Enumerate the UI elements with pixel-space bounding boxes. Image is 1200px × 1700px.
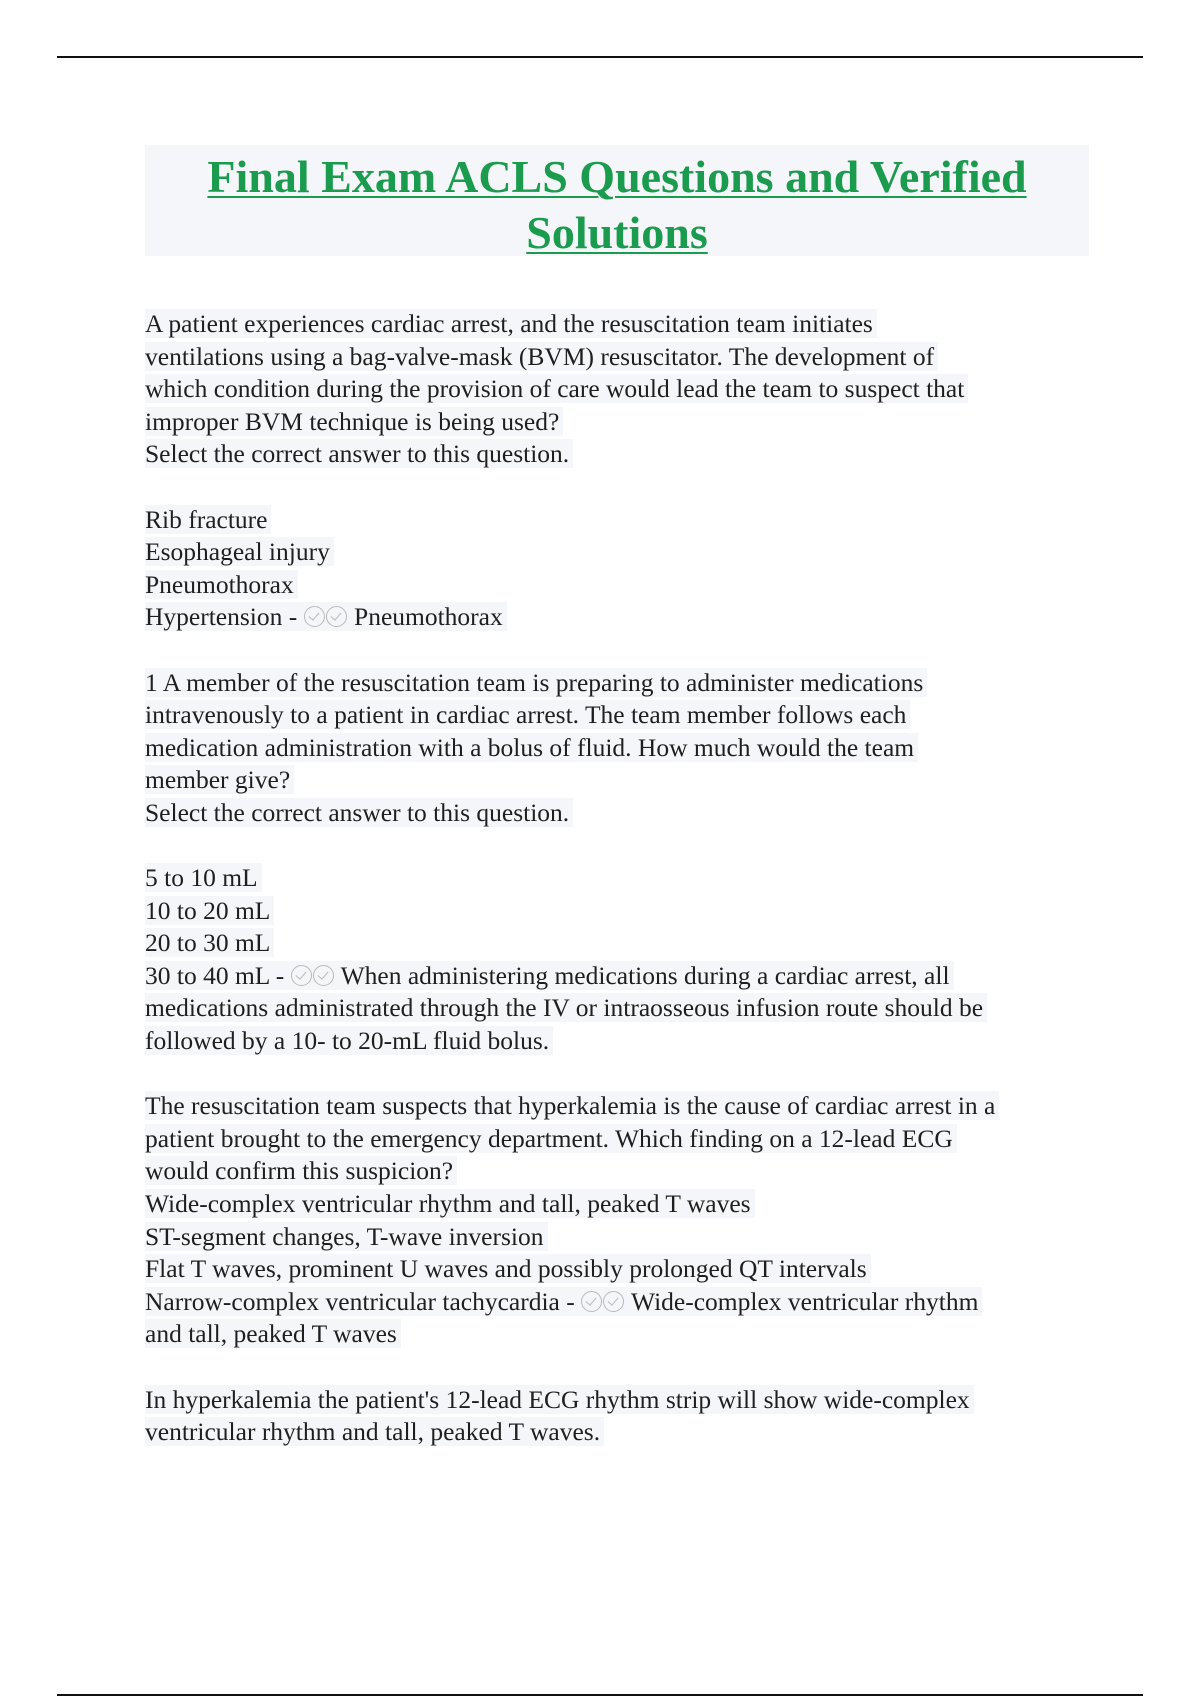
question-3-line: would confirm this suspicion? — [145, 1156, 457, 1185]
question-2 — [145, 667, 1105, 830]
document-title: Final Exam ACLS Questions and Verified Solutions — [207, 151, 1027, 258]
answer-text: Pneumothorax — [354, 602, 503, 632]
question-2-line: member give? — [145, 765, 294, 794]
document-body — [145, 308, 1105, 1481]
question-2-line: 1 A member of the resuscitation team is preparing to administer medications — [145, 668, 927, 697]
question-1-line: ventilations using a bag-valve-mask (BVM) resuscitator. The development of — [145, 342, 938, 371]
question-1-line: improper BVM technique is being used? — [145, 407, 563, 436]
question-3-line: patient brought to the emergency department. Which finding on a 12-lead ECG — [145, 1124, 957, 1153]
check-icon — [313, 965, 334, 986]
option-item: Pneumothorax — [145, 570, 298, 599]
answer-text: medications administrated through the IV or intraosseous infusion route should be — [145, 993, 987, 1022]
question-2-line: medication administration with a bolus of fluid. How much would the team — [145, 733, 918, 762]
check-icon — [304, 606, 325, 627]
question-1-line: A patient experiences cardiac arrest, and the resuscitation team initiates — [145, 309, 877, 338]
option-item: 30 to 40 mL - — [145, 960, 285, 990]
option-item: Esophageal injury — [145, 537, 334, 566]
check-icon — [581, 1291, 602, 1312]
answer-text: and tall, peaked T waves — [145, 1319, 401, 1348]
option-item: Hypertension - — [145, 602, 298, 632]
option-item: Narrow-complex ventricular tachycardia - — [145, 1286, 575, 1316]
question-2-line: intravenously to a patient in cardiac arrest. The team member follows each — [145, 700, 910, 729]
explanation-line: ventricular rhythm and tall, peaked T waves. — [145, 1417, 604, 1446]
answer-text: When administering medications during a cardiac arrest, all — [340, 960, 950, 990]
question-3-line: The resuscitation team suspects that hyperkalemia is the cause of cardiac arrest in a — [145, 1091, 999, 1120]
header-rule — [57, 56, 1143, 58]
question-2-options — [145, 862, 1105, 1058]
question-1 — [145, 308, 1105, 471]
option-item: ST-segment changes, T-wave inversion — [145, 1222, 548, 1251]
option-item: 5 to 10 mL — [145, 863, 262, 892]
option-item: Flat T waves, prominent U waves and possibly prolonged QT intervals — [145, 1254, 871, 1283]
option-item: Wide-complex ventricular rhythm and tall, peaked T waves — [145, 1189, 755, 1218]
title-box — [145, 145, 1089, 256]
answer-text: followed by a 10- to 20-mL fluid bolus. — [145, 1026, 553, 1055]
question-1-instruction: Select the correct answer to this question. — [145, 439, 573, 468]
question-1-line: which condition during the provision of care would lead the team to suspect that — [145, 374, 968, 403]
option-with-answer — [145, 961, 954, 990]
question-2-instruction: Select the correct answer to this question. — [145, 798, 573, 827]
option-item: 10 to 20 mL — [145, 896, 274, 925]
option-with-answer — [145, 1287, 982, 1316]
option-item: Rib fracture — [145, 505, 271, 534]
question-1-options — [145, 504, 1105, 634]
check-icon — [326, 606, 347, 627]
explanation — [145, 1384, 1105, 1449]
option-with-answer — [145, 602, 507, 631]
answer-text: Wide-complex ventricular rhythm — [631, 1286, 979, 1316]
check-icon — [603, 1291, 624, 1312]
option-item: 20 to 30 mL — [145, 928, 274, 957]
question-3 — [145, 1090, 1105, 1351]
explanation-line: In hyperkalemia the patient's 12-lead ECG rhythm strip will show wide-complex — [145, 1385, 974, 1414]
footer-rule — [57, 1694, 1143, 1696]
check-icon — [291, 965, 312, 986]
